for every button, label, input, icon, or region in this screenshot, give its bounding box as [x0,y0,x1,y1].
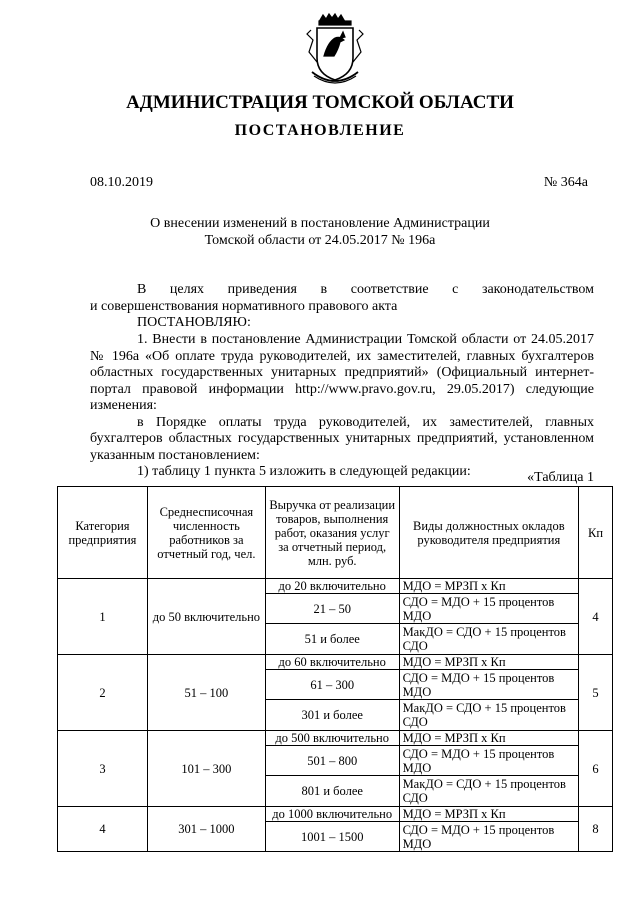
formula-cell: МакДО = СДО + 15 процентов СДО [399,700,578,731]
word: с [452,282,459,297]
revenue-cell: 801 и более [265,776,399,807]
kp-cell: 4 [579,579,613,655]
preamble [90,282,594,332]
table-row [58,807,613,822]
formula-cell: МДО = МРЗП х Кп [399,731,578,746]
document-type: ПОСТАНОВЛЕНИЕ [234,122,406,139]
table-header-row [58,487,613,579]
revenue-cell: 501 – 800 [265,746,399,776]
headcount-cell: 301 – 1000 [147,807,265,852]
revenue-cell: до 500 включительно [265,731,399,746]
table-row [58,579,613,594]
word: соответствие [350,282,429,297]
header-headcount: Среднесписочная численность работников за отчетный год, чел. [147,487,265,579]
revenue-cell: 51 и более [265,624,399,655]
formula-cell: СДО = МДО + 15 процентов МДО [399,822,578,852]
word: приведения [227,282,297,297]
revenue-cell: 61 – 300 [265,670,399,700]
document-date: 08.10.2019 [90,175,153,190]
header-revenue: Выручка от реализации товаров, выполнения работ, оказания услуг за отчетный период, млн. руб. [265,487,399,579]
category-cell: 4 [58,807,148,852]
item-1 [90,332,594,481]
category-cell: 2 [58,655,148,731]
preamble-line-2: и совершенствования нормативного правового акта [90,298,398,314]
word: В [137,282,147,297]
headcount-cell: 51 – 100 [147,655,265,731]
kp-cell: 8 [579,807,613,852]
header-salary-types: Виды должностных окладов руководителя предприятия [399,487,578,579]
item-1-order-text: в Порядке оплаты труда руководителей, их заместителей, главных бухгалтеров областных государственных унитарных предприятий, установленном указанным постановлением: [90,414,594,463]
word: целях [169,282,205,297]
formula-cell: МДО = МРЗП х Кп [399,579,578,594]
kp-cell: 5 [579,655,613,731]
revenue-cell: до 60 включительно [265,655,399,670]
formula-cell: МДО = МРЗП х Кп [399,655,578,670]
document-number: № 364а [543,175,588,190]
revenue-cell: до 1000 включительно [265,807,399,822]
revenue-cell: 301 и более [265,700,399,731]
salary-table [57,486,613,852]
revenue-cell: 21 – 50 [265,594,399,624]
coat-of-arms-emblem [300,12,370,92]
formula-cell: МДО = МРЗП х Кп [399,807,578,822]
header-kp: Кп [579,487,613,579]
category-cell: 3 [58,731,148,807]
category-cell: 1 [58,579,148,655]
formula-cell: МакДО = СДО + 15 процентов СДО [399,776,578,807]
organization-title: АДМИНИСТРАЦИЯ ТОМСКОЙ ОБЛАСТИ [126,92,514,113]
word: законодательством [481,282,594,297]
revenue-cell: 1001 – 1500 [265,822,399,852]
formula-cell: СДО = МДО + 15 процентов МДО [399,594,578,624]
subject-line-1: О внесении изменений в постановление Администрации [150,216,490,231]
subject-line-2: Томской области от 24.05.2017 № 196а [204,233,436,248]
formula-cell: СДО = МДО + 15 процентов МДО [399,746,578,776]
formula-cell: СДО = МДО + 15 процентов МДО [399,670,578,700]
table-row [58,655,613,670]
postanovlyayu: ПОСТАНОВЛЯЮ: [137,315,251,330]
headcount-cell: до 50 включительно [147,579,265,655]
table-row [58,731,613,746]
subitem-1-text: 1) таблицу 1 пункта 5 изложить в следующей редакции: [137,464,471,479]
table-caption: «Таблица 1 [527,470,594,485]
document-subject [0,215,640,249]
preamble-line-1 [90,282,594,299]
revenue-cell: до 20 включительно [265,579,399,594]
formula-cell: МакДО = СДО + 15 процентов СДО [399,624,578,655]
kp-cell: 6 [579,731,613,807]
header-category: Категория предприятия [58,487,148,579]
word: в [320,282,328,297]
headcount-cell: 101 – 300 [147,731,265,807]
item-1-text: 1. Внести в постановление Администрации Томской области от 24.05.2017 № 196а «Об оплате труда руководителей, их заместителей, главных бухгалтеров областных государственных унитарных предприятий» (Официальный интернет-портал правовой информации http://www.pravo.gov.ru, 29.05.2017) следующие изменения: [90,332,594,413]
